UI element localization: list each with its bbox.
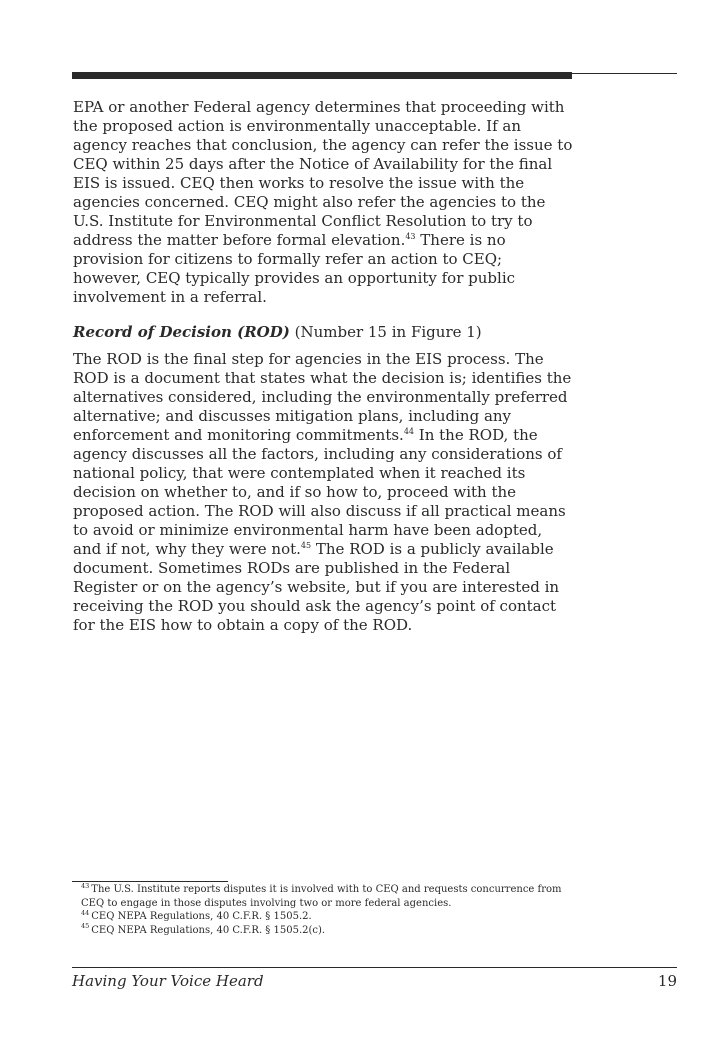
- footnote-ref-44: 44: [403, 426, 415, 436]
- header-rule-thick: [72, 72, 572, 79]
- section-heading-note: (Number 15 in Figure 1): [289, 322, 482, 341]
- paragraph-rod: The ROD is the final step for agencies in the EIS process. The ROD is a document that states what the decision is; identifies the alternatives considered, including the environmentally preferred alternative; and discusses mitigation plans, including any enforcement and monitoring commitments.$^{44}$ In the ROD, the agency discusses all the factors, including any considerations of national policy, that were contemplated when it reached its decision on whether to, and if so how to, proceed with the proposed action. The ROD will also discuss if all practical means to avoid or minimize environmental harm have been adopted, and if not, why they were not.$^{45}$ The ROD is a publicly available document. Sometimes RODs are published in the Federal Register or on the agency’s website, but if you are interested in receiving the ROD you should ask the agency’s point of contact for the EIS how to obtain a copy of the ROD.: [73, 349, 572, 635]
- footnote-ref-45: 45: [300, 541, 312, 551]
- page-number: 19: [657, 972, 677, 990]
- footnote-45: $^{45}$ CEQ NEPA Regulations, 40 C.F.R. § 1505.2(c).: [81, 922, 326, 936]
- footnote-43: $^{43}$ The U.S. Institute reports disputes it is involved with to CEQ and requests concurrence from CEQ to engage in those disputes involving two or more federal agencies.: [81, 881, 562, 909]
- section-heading: [73, 323, 573, 342]
- footnotes: [81, 883, 581, 937]
- header-rule-thin: [572, 73, 677, 74]
- footnote-44: $^{44}$ CEQ NEPA Regulations, 40 C.F.R. § 1505.2.: [81, 908, 312, 922]
- paragraph-referral: EPA or another Federal agency determines that proceeding with the proposed action is environmentally unacceptable. If an agency reaches that conclusion, the agency can refer the issue to CEQ within 25 days after the Notice of Availability for the final EIS is issued. CEQ then works to resolve the issue with the agencies concerned. CEQ might also refer the agencies to the U.S. Institute for Environmental Conflict Resolution to try to address the matter before formal elevation.$^{43}$ There is no provision for citizens to formally refer an action to CEQ; however, CEQ typically provides an opportunity for public involvement in a referral.: [73, 98, 573, 307]
- footnote-separator: [72, 881, 228, 882]
- body-text: [73, 98, 573, 635]
- footnote-ref-43: 43: [405, 232, 416, 242]
- section-heading-title: Record of Decision (ROD): [73, 322, 290, 341]
- footer-rule: [72, 967, 677, 968]
- running-title: Having Your Voice Heard: [72, 972, 264, 990]
